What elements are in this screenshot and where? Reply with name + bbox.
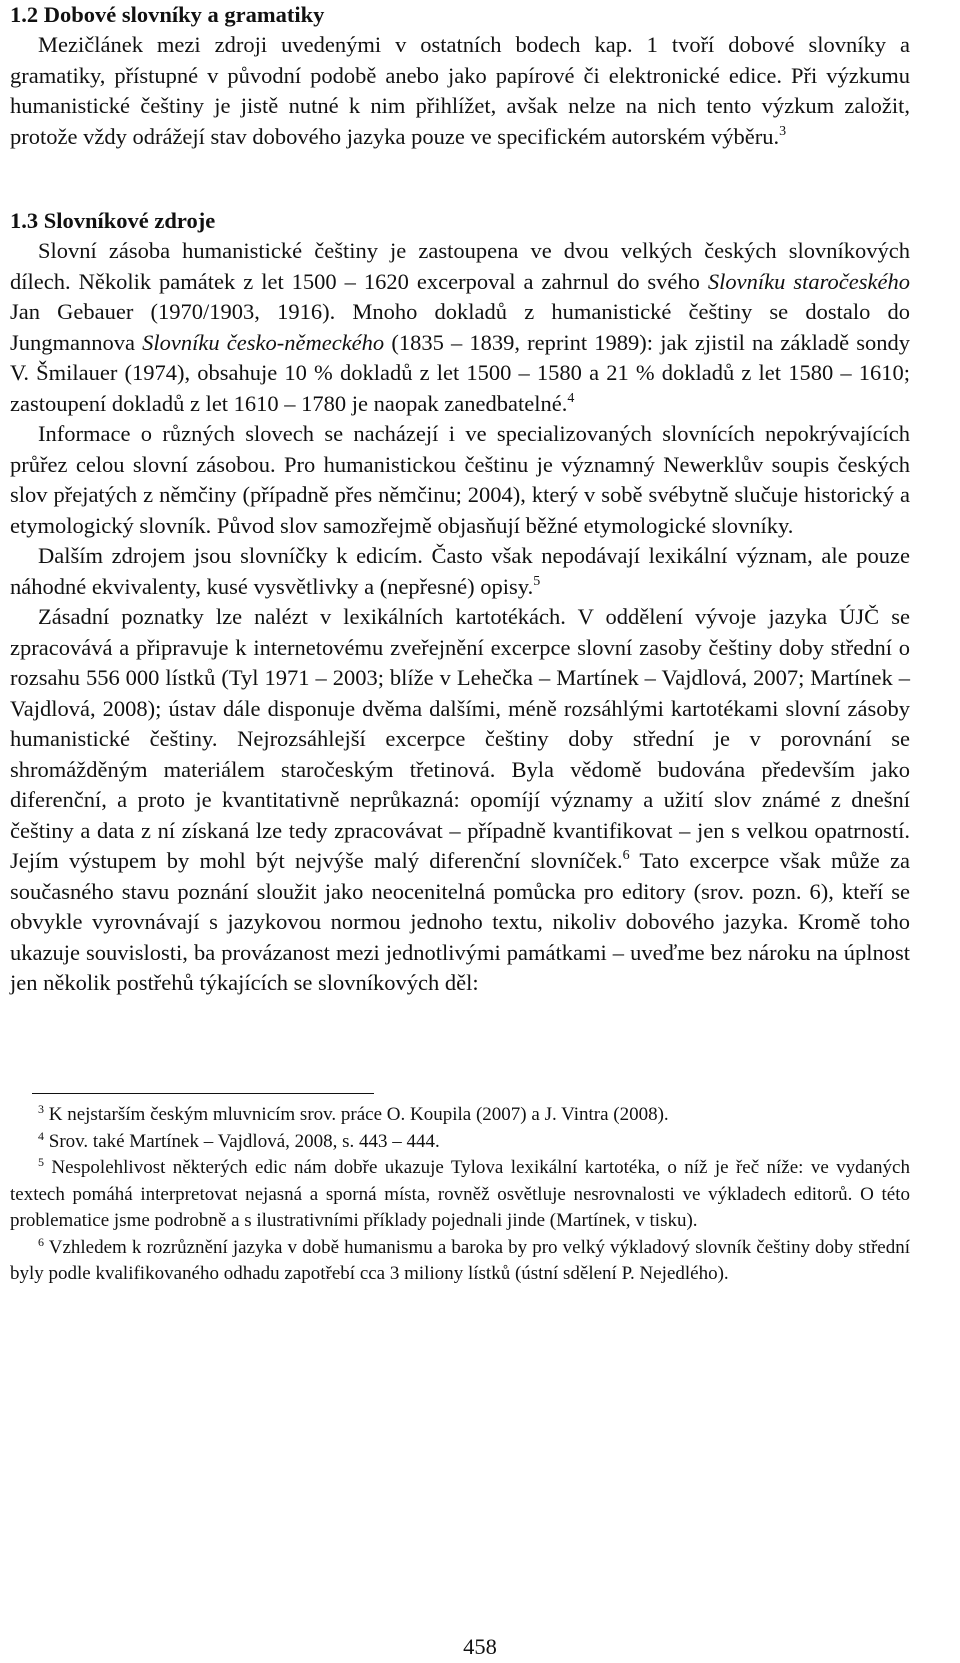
paragraph-text: Mezičlánek mezi zdroji uvedenými v ostatních bodech kap. 1 tvoří dobové slovníky a gramatiky, přístupné v původní podobě anebo jako papírové či elektronické edice. Při výzkumu humanistické češtiny je jistě nutné k nim přihlížet, avšak nelze na nich tento výzkum založit, protože vždy odrážejí stav dobového jazyka pouze ve specifickém autorském výběru.	[10, 32, 910, 149]
footnote-divider	[32, 1093, 374, 1094]
paragraph-text: Dalším zdrojem jsou slovníčky k edicím. Často však nepodávají lexikální význam, ale pouze náhodné ekvivalenty, kusé vysvětlivky a (nepřesné) opisy.	[10, 543, 910, 599]
footnote-number: 6	[38, 1234, 44, 1249]
footnote-number: 3	[38, 1102, 44, 1116]
paragraph-dictionary-sources	[10, 236, 910, 419]
paragraph-text: Slovní zásoba humanistické češtiny je zastoupena ve dvou velkých českých slovníkových dílech. Několik památek z let 1500 – 1620 excerpoval a zahrnul do svého	[10, 238, 910, 294]
section-heading-1-3: 1.3 Slovníkové zdroje	[10, 208, 216, 233]
footnotes	[10, 1102, 910, 1288]
work-title-old-czech-dictionary: Slovníku staročeského	[707, 268, 910, 294]
footnote-ref-5[interactable]: 5	[533, 573, 541, 589]
section-body-1-3	[10, 236, 910, 999]
footnote-ref-6[interactable]: 6	[622, 848, 630, 863]
footnote-text: Nespolehlivost některých edic nám dobře ukazuje Tylova lexikální kartotéka, o níž je řeč níže: ve vydaných textech pomáhá interpretovat nejasná a sporná místa, rovněž osvětluje nesrovnalosti ve výkladech editorů. O této problematice jsme podrobně a s ilustrativními příklady pojednali jinde (Martínek, v tisku).	[10, 1157, 910, 1231]
work-title-czech-german-dictionary: Slovníku česko-německého	[142, 329, 385, 355]
footnote-number: 4	[38, 1128, 44, 1143]
paragraph-text: (1835 – 1839, reprint 1989): jak zjistil na základě sondy V. Šmilauer (1974), obsahuje 10 % dokladů z let 1500 – 1580 a 21 % dokladů z let 1580 – 1610; zastoupení dokladů z let 1610 – 1780 je naopak zanedbatelné.	[10, 329, 910, 416]
paragraph-specialized-dictionaries: Informace o různých slovech se nacházejí i ve specializovaných slovnících nepokrývajících průřez celou slovní zásobou. Pro humanistickou češtinu je významný Newerklův soupis českých slov přejatých z němčiny (případně přes němčinu; 2004), který v sobě svébytně slučuje historický a etymologický slovník. Původ slov samozřejmě objasňují běžné etymologické slovníky.	[10, 421, 910, 538]
paragraph-edition-glossaries	[10, 541, 910, 602]
footnote-ref-3[interactable]: 3	[779, 123, 787, 139]
footnote-5	[10, 1155, 910, 1235]
footnote-3	[10, 1102, 910, 1129]
footnote-6	[10, 1235, 910, 1288]
page-number: 458	[463, 1634, 497, 1659]
footnote-number: 5	[38, 1155, 44, 1169]
footnote-ref-4[interactable]: 4	[567, 390, 575, 406]
section-heading-1-2: 1.2 Dobové slovníky a gramatiky	[10, 2, 325, 27]
paragraph-lexical-card-files	[10, 602, 910, 999]
paragraph-text: Tato excerpce však může za současného stavu poznání sloužit jako neocenitelná pomůcka pro editory (srov. pozn. 6), kteří se obvykle vyrovnávají s jazykovou normou jednoho textu, nikoliv dobového jazyka. Kromě toho ukazuje souvislosti, ba provázanost mezi jednotlivými památkami – uveďme bez nároku na úplnost jen několik postřehů týkajících se slovníkových děl:	[10, 848, 910, 995]
footnote-4	[10, 1129, 910, 1156]
footnote-text: K nejstarším českým mluvnicím srov. práce O. Koupila (2007) a J. Vintra (2008).	[48, 1104, 669, 1125]
paragraph-dictionaries-grammars	[10, 30, 910, 152]
paragraph-text: Zásadní poznatky lze nalézt v lexikálních kartotékách. V oddělení vývoje jazyka ÚJČ se zpracovává a připravuje k internetovému zveřejnění excerpce slovní zasoby češtiny doby střední o rozsahu 556 000 lístků (Tyl 1971 – 2003; blíže v Lehečka – Martínek – Vajdlová, 2007; Martínek – Vajdlová, 2008); ústav dále disponuje dvěma dalšími, méně rozsáhlými kartotékami slovní zásoby humanistické češtiny. Nejrozsáhlejší excerpce češtiny doby střední je v porovnání se shromážděným materiálem staročeským třetinová. Byla vědomě budována především jako diferenční, a proto je kvantitativně neprůkazná: opomíjí významy a užití slov známé z dnešní češtiny a data z ní získaná lze tedy zpracovávat – případně kvantifikovat – jen s velkou opatrností. Jejím výstupem by mohl být nejvýše malý diferenční slovníček.	[10, 604, 910, 873]
paragraph-text: Jan Gebauer (1970/1903, 1916). Mnoho dokladů z humanistické češtiny se dostalo do Jungmannova	[10, 299, 910, 355]
footnote-text: Srov. také Martínek – Vajdlová, 2008, s. 443 – 444.	[48, 1130, 440, 1152]
footnote-text: Vzhledem k rozrůznění jazyka v době humanismu a baroka by pro velký výkladový slovník češtiny doby střední byly podle kvalifikovaného odhadu zapotřebí cca 3 miliony lístků (ústní sdělení P. Nejedlého).	[10, 1236, 910, 1284]
